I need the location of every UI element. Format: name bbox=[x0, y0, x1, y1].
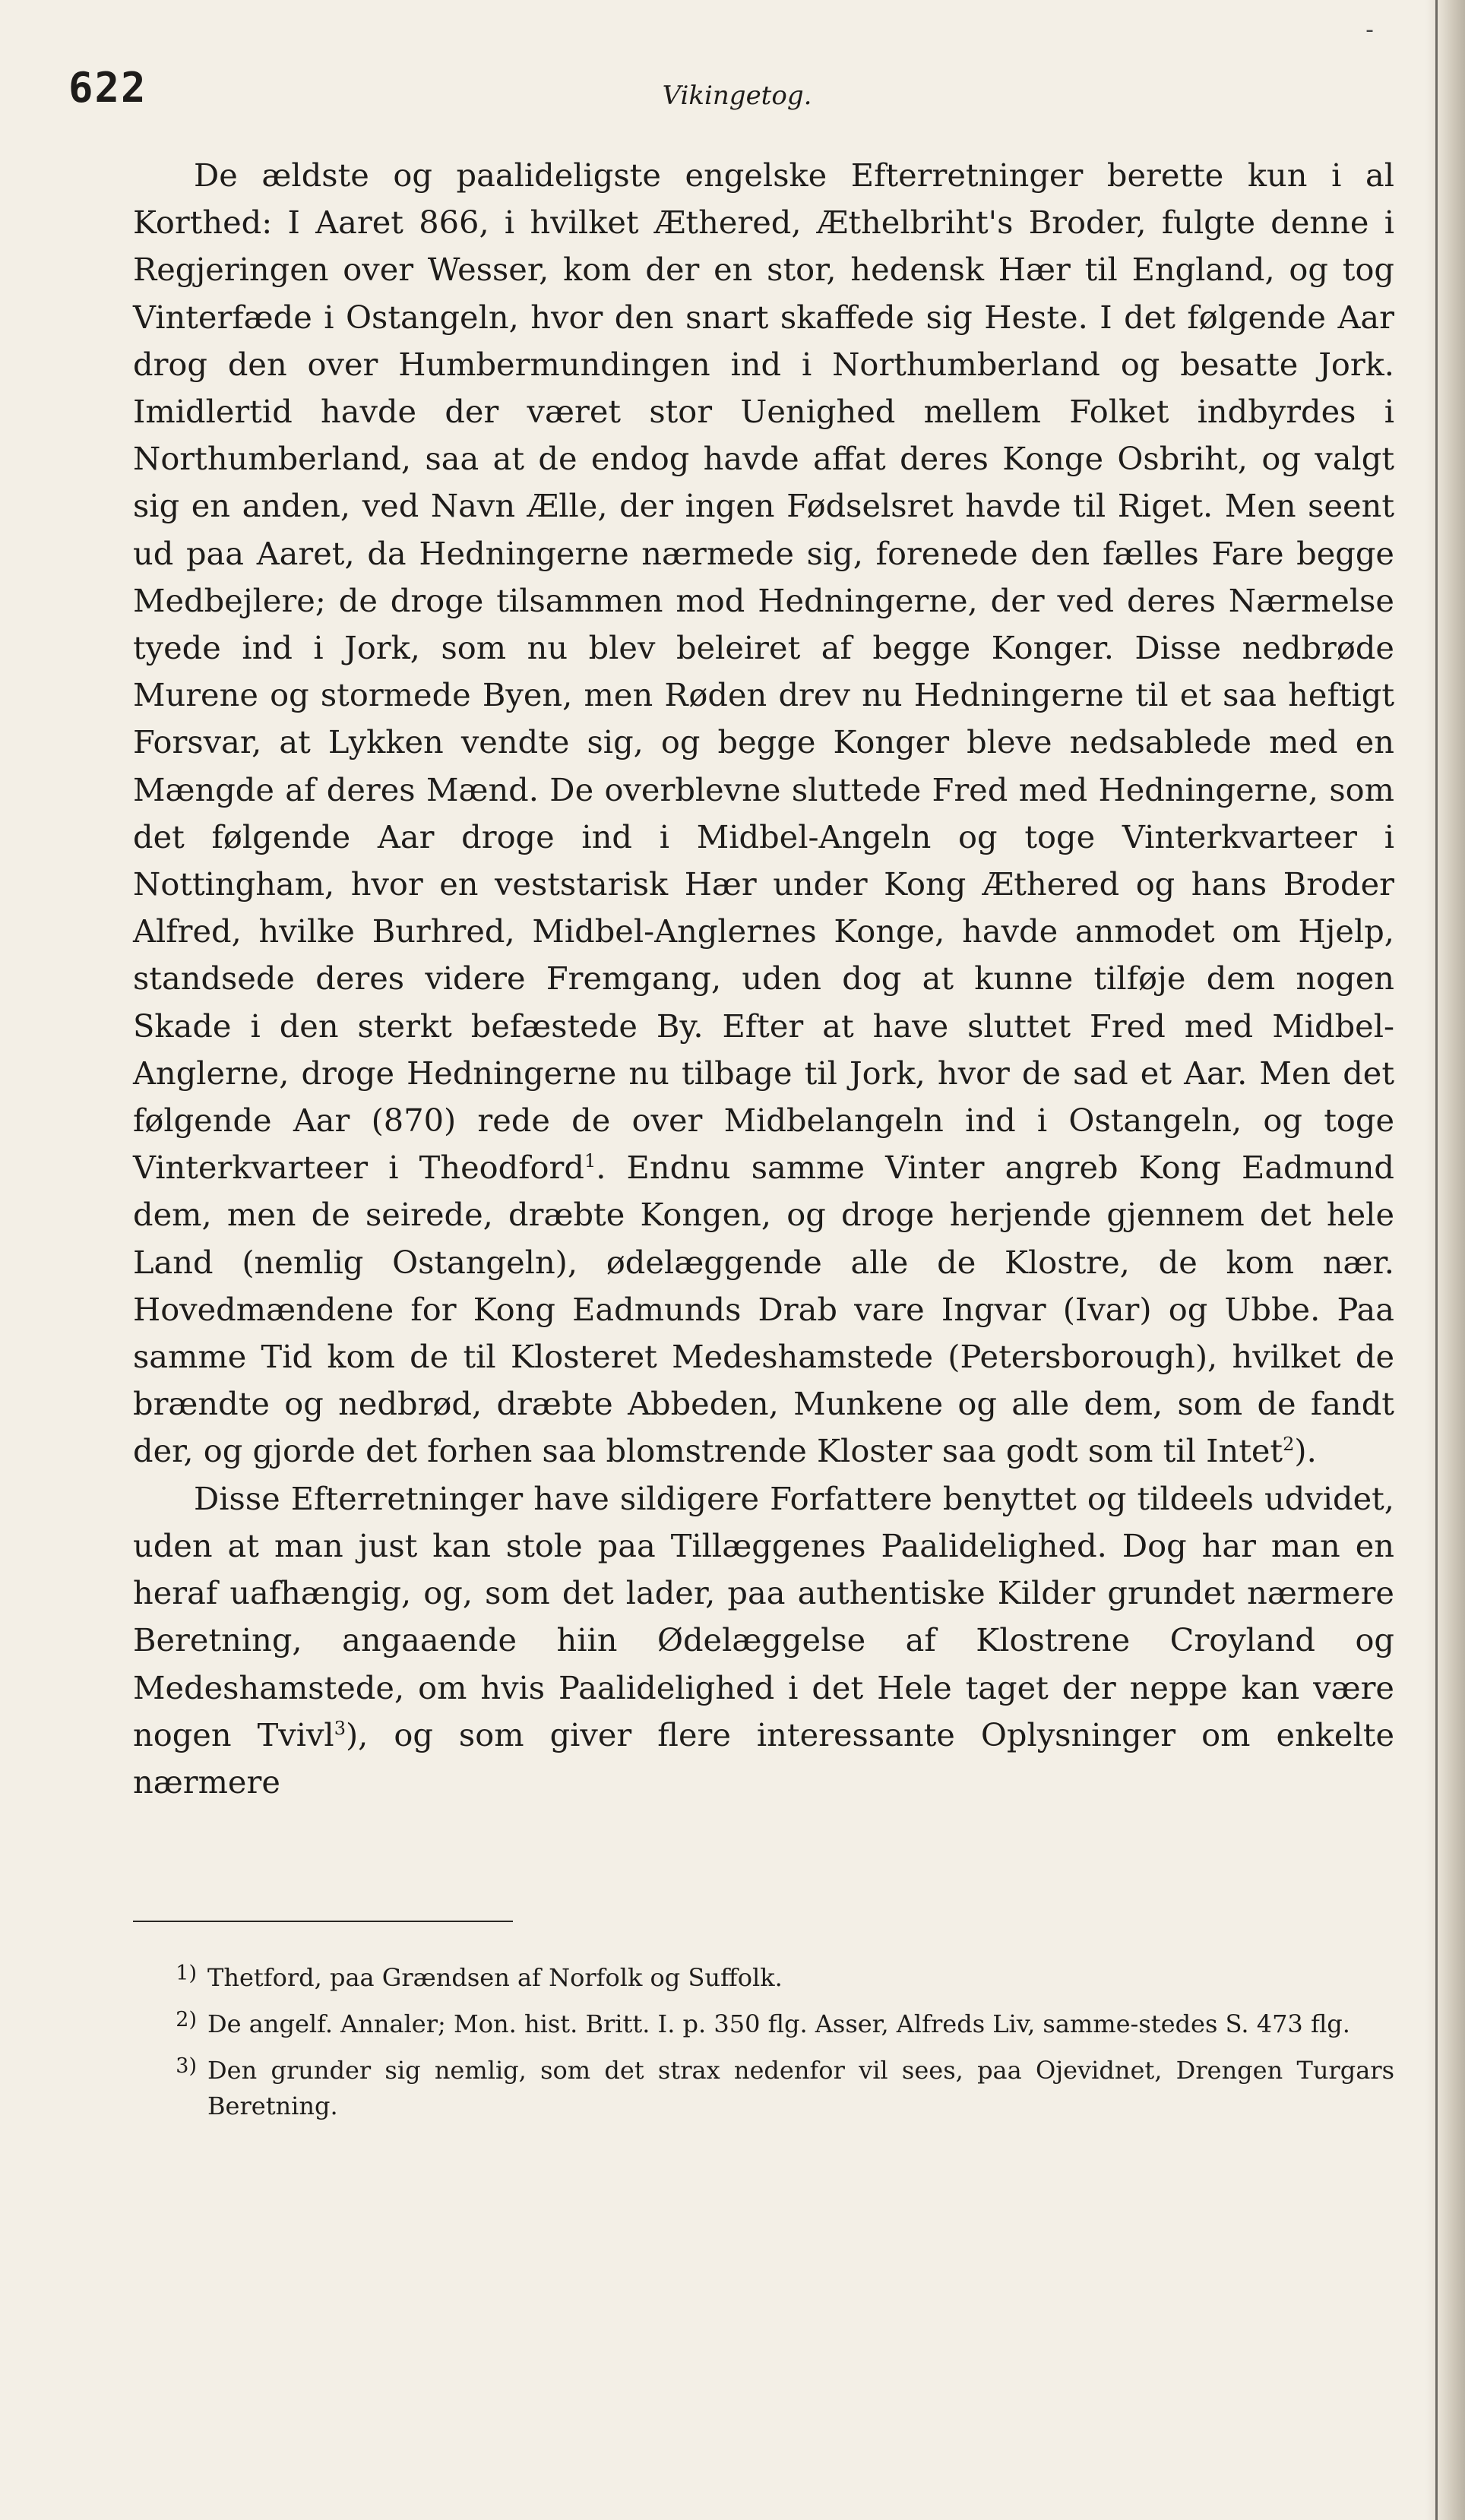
footnotes bbox=[133, 1960, 1394, 2135]
footnote-ref-2[interactable]: 2 bbox=[1283, 1434, 1295, 1456]
footnote-mark: 1) bbox=[176, 1962, 197, 1985]
body-text bbox=[133, 152, 1394, 1806]
footnote-item bbox=[133, 2006, 1394, 2042]
paragraph-1-text: De ældste og paalideligste engelske Efterretninger berette kun i al Korthed: I Aaret 866, i hvilket Æthered, Æthelbriht's Broder, fulgte denne i Regjeringen over Wesser, kom der en stor, hedensk Hær til England, og tog Vinterfæde i Ostangeln, hvor den snart skaffede sig Heste. I det følgende Aar drog den over Humbermundingen ind i Northumberland og besatte Jork. Imidlertid havde der været stor Uenighed mellem Folket indbyrdes i Northumberland, saa at de endog havde affat deres Konge Osbriht, og valgt sig en anden, ved Navn Ælle, der ingen Fødselsret havde til Riget. Men seent ud paa Aaret, da Hedningerne nærmede sig, forenede den fælles Fare begge Medbejlere; de droge tilsammen mod Hedningerne, der ved deres Nærmelse tyede ind i Jork, som nu blev beleiret af begge Konger. Disse nedbrøde Murene og stormede Byen, men Røden drev nu Hedningerne til et saa heftigt Forsvar, at Lykken vendte sig, og begge Konger bleve nedsablede med en Mængde af deres Mænd. De overblevne sluttede Fred med Hedningerne, som det følgende Aar droge ind i Midbel-Angeln og toge Vinterkvarteer i Nottingham, hvor en veststarisk Hær under Kong Æthered og hans Broder Alfred, hvilke Burhred, Midbel-Anglernes Konge, havde anmodet om Hjelp, standsede deres videre Fremgang, uden dog at kunne tilføje dem nogen Skade i den sterkt befæstede By. Efter at have sluttet Fred med Midbel-Anglerne, droge Hedningerne nu tilbage til Jork, hvor de sad et Aar. Men det følgende Aar (870) rede de over Midbelangeln ind i Ostangeln, og toge Vinterkvarteer i Theodford bbox=[133, 157, 1394, 1187]
footnote-mark: 2) bbox=[176, 2008, 197, 2031]
footnote-item bbox=[133, 1960, 1394, 1996]
paragraph-2-text: Disse Efterretninger have sildigere Forfattere benyttet og tildeels udvidet, uden at man just kan stole paa Tillæggenes Paalidelighed. Dog har man en heraf uafhængig, og, som det lader, paa authentiske Kilder grundet nærmere Beretning, angaaende hiin Ødelæggelse af Klostrene Croyland og Medeshamstede, om hvis Paalidelighed i det Hele taget der neppe kan være nogen Tvivl bbox=[133, 1479, 1394, 1753]
footnote-divider bbox=[133, 1921, 513, 1922]
footnote-ref-3[interactable]: 3 bbox=[334, 1717, 346, 1739]
footnote-text: De angelf. Annaler; Mon. hist. Britt. I. p. 350 flg. Asser, Alfreds Liv, samme-stedes S. 473 flg. bbox=[207, 2009, 1350, 2038]
page-number: 622 bbox=[68, 64, 147, 112]
footnote-item bbox=[133, 2053, 1394, 2124]
paragraph-1-text-cont: . Endnu samme Vinter angreb Kong Eadmund dem, men de seirede, dræbte Kongen, og droge herjende gjennem det hele Land (nemlig Ostangeln), ødelæggende alle de Klostre, de kom nær. Hovedmændene for Kong Eadmunds Drab vare Ingvar (Ivar) og Ubbe. Paa samme Tid kom de til Klosteret Medeshamstede (Petersborough), hvilket de brændte og nedbrød, dræbte Abbeden, Munkene og alle dem, som de fandt der, og gjorde det forhen saa blomstrende Kloster saa godt som til Intet bbox=[133, 1149, 1394, 1470]
page-header bbox=[68, 64, 1406, 117]
paragraph-2 bbox=[133, 1475, 1394, 1806]
edge-mark: - bbox=[1365, 17, 1374, 43]
paragraph-1-text-end: ). bbox=[1294, 1432, 1317, 1470]
footnote-ref-1[interactable]: 1 bbox=[584, 1150, 596, 1172]
scan-border-line bbox=[1435, 0, 1438, 2520]
running-head: Vikingetog. bbox=[662, 81, 812, 111]
footnote-mark: 3) bbox=[176, 2054, 197, 2078]
footnote-text: Den grunder sig nemlig, som det strax nedenfor vil sees, paa Ojevidnet, Drengen Turgars Beretning. bbox=[207, 2056, 1394, 2120]
footnote-text: Thetford, paa Grændsen af Norfolk og Suffolk. bbox=[207, 1963, 783, 1992]
paragraph-2-text-cont: ), og som giver flere interessante Oplysninger om enkelte nærmere bbox=[133, 1715, 1395, 1801]
scan-edge bbox=[1425, 0, 1465, 2520]
paragraph-1 bbox=[133, 152, 1394, 1475]
